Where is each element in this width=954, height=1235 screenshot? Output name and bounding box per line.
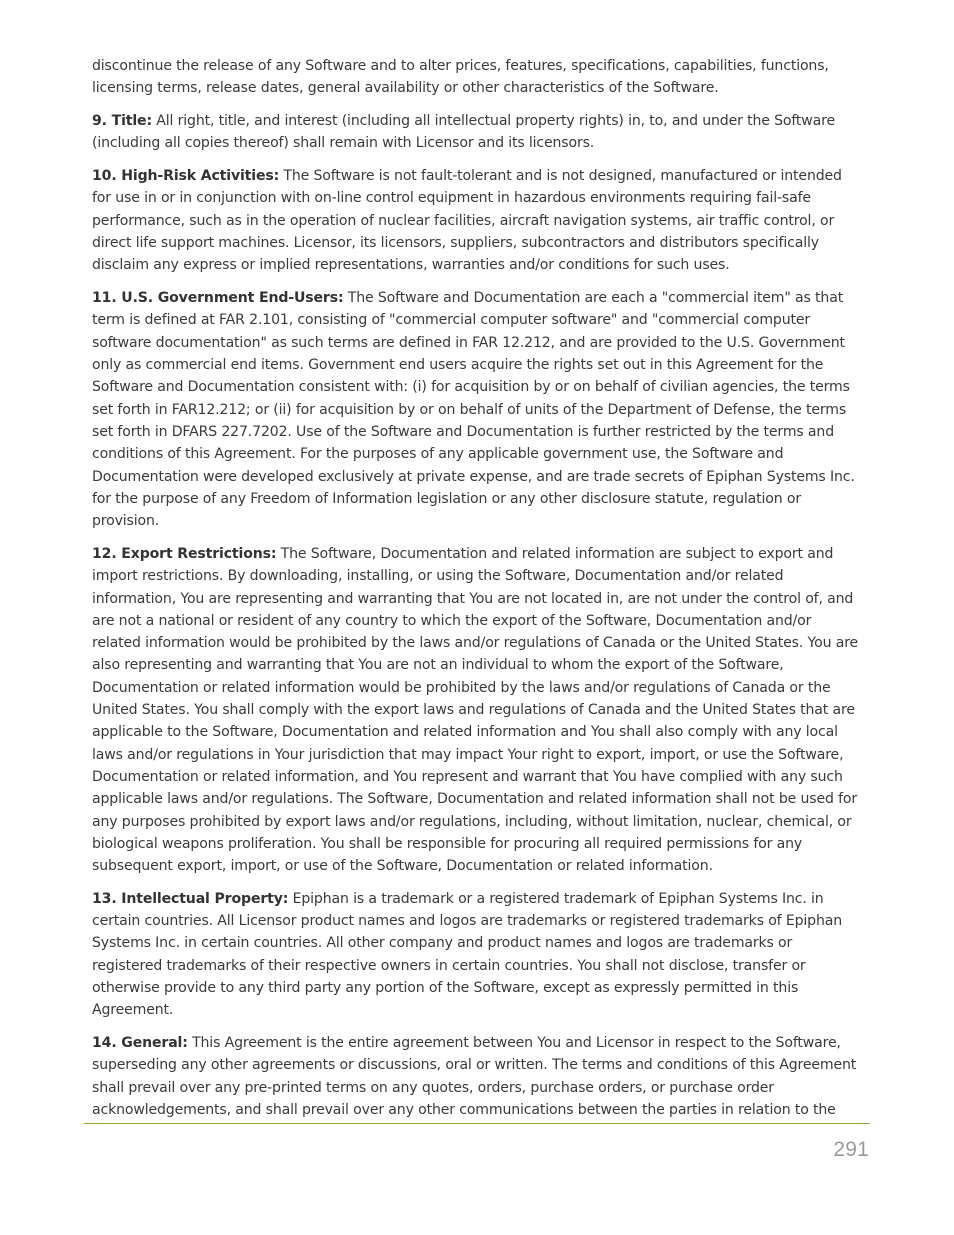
paragraph-text: The Software, Documentation and related information are subject to export and import restrictions. By downloading, installing, or using the Software, Documentation and/or related information, You are representing and warranting that You are not located in, are not under the control of, and are not a national or resident of any country to which the export of the Software, Documentation and/or related information would be prohibited by the laws and/or regulations of Canada or the United States. You are also representing and warranting that You are not an individual to whom the export of the Software, Documentation or related information would be prohibited by the laws and/or regulations of Canada or the United States. You shall comply with the export laws and regulations of Canada and the United States that are applicable to the Software, Documentation and related information and You shall also comply with any local laws and/or regulations in Your jurisdiction that may impact Your right to export, import, or use the Software, Documentation or related information, and You represent and warrant that You have complied with any such applicable laws and/or regulations. The Software, Documentation and related information shall not be used for any purposes prohibited by export laws and/or regulations, including, without limitation, nuclear, chemical, or biological weapons proliferation. You shall be responsible for procuring all required permissions for any subsequent export, import, or use of the Software, Documentation or related information. — [92, 545, 859, 875]
paragraph-text: The Software and Documentation are each a "commercial item" as that term is defined at FAR 2.101, consisting of "commercial computer software" and "commercial computer software documentation" as such terms are defined in FAR 12.212, and are provided to the U.S. Government only as commercial end items. Government end users acquire the rights set out in this Agreement for the Software and Documentation consistent with: (i) for acquisition by or on behalf of civilian agencies, the terms set forth in FAR12.212; or (ii) for acquisition by or on behalf of units of the Department of Defense, the terms set forth in DFARS 227.7202. Use of the Software and Documentation is further restricted by the terms and conditions of this Agreement. For the purposes of any applicable government use, the Software and Documentation were developed exclusively at private expense, and are trade secrets of Epiphan Systems Inc. for the purpose of any Freedom of Information legislation or any other disclosure statute, regulation or provision. — [92, 290, 855, 530]
paragraph-text: This Agreement is the entire agreement between You and Licensor in respect to the Software, superseding any other agreements or discussions, oral or written. The terms and conditions of this Agreement shall prevail over any pre-printed terms on any quotes, orders, purchase orders, or purchase order acknowledgements, and shall prevail over any other communications between the parties in relation to the — [92, 1035, 857, 1119]
paragraph-heading: 9. Title: — [92, 113, 152, 130]
paragraph-text: The Software is not fault-tolerant and is not designed, manufactured or intended for use in or in conjunction with on-line control equipment in hazardous environments requiring fail-safe performance, such as in the operation of nuclear facilities, aircraft navigation systems, air traffic control, or direct life support machines. Licensor, its licensors, suppliers, subcontractors and distributors specifically disclaim any express or implied representations, warranties and/or conditions for such uses. — [92, 168, 842, 274]
paragraph-text: Epiphan is a trademark or a registered trademark of Epiphan Systems Inc. in certain countries. All Licensor product names and logos are trademarks or registered trademarks of Epiphan Systems Inc. in certain countries. All other company and product names and logos are trademarks or registered trademarks of their respective owners in certain countries. You shall not disclose, transfer or otherwise provide to any third party any portion of the Software, except as expressly permitted in this Agreement. — [92, 890, 842, 1019]
paragraph-heading: 13. Intellectual Property: — [92, 890, 289, 907]
paragraph-text: discontinue the release of any Software and to alter prices, features, specifications, capabilities, functions, licensing terms, release dates, general availability or other characteristics of the Software. — [92, 58, 829, 97]
paragraph-heading: 10. High-Risk Activities: — [92, 168, 280, 185]
footer-divider — [84, 1123, 870, 1124]
paragraph-heading: 12. Export Restrictions: — [92, 545, 277, 562]
paragraph-high-risk-activities — [92, 165, 864, 276]
page-number: 291 — [833, 1138, 869, 1161]
paragraph-general — [92, 1032, 864, 1121]
paragraph-continuation — [92, 55, 864, 100]
document-body — [92, 55, 864, 1132]
paragraph-intellectual-property — [92, 888, 864, 1022]
paragraph-export-restrictions — [92, 543, 864, 877]
paragraph-government-end-users — [92, 287, 864, 532]
paragraph-heading: 14. General: — [92, 1035, 188, 1052]
paragraph-heading: 11. U.S. Government End-Users: — [92, 290, 344, 307]
paragraph-title — [92, 110, 864, 155]
paragraph-text: All right, title, and interest (including all intellectual property rights) in, to, and under the Software (including all copies thereof) shall remain with Licensor and its licensors. — [92, 113, 836, 152]
